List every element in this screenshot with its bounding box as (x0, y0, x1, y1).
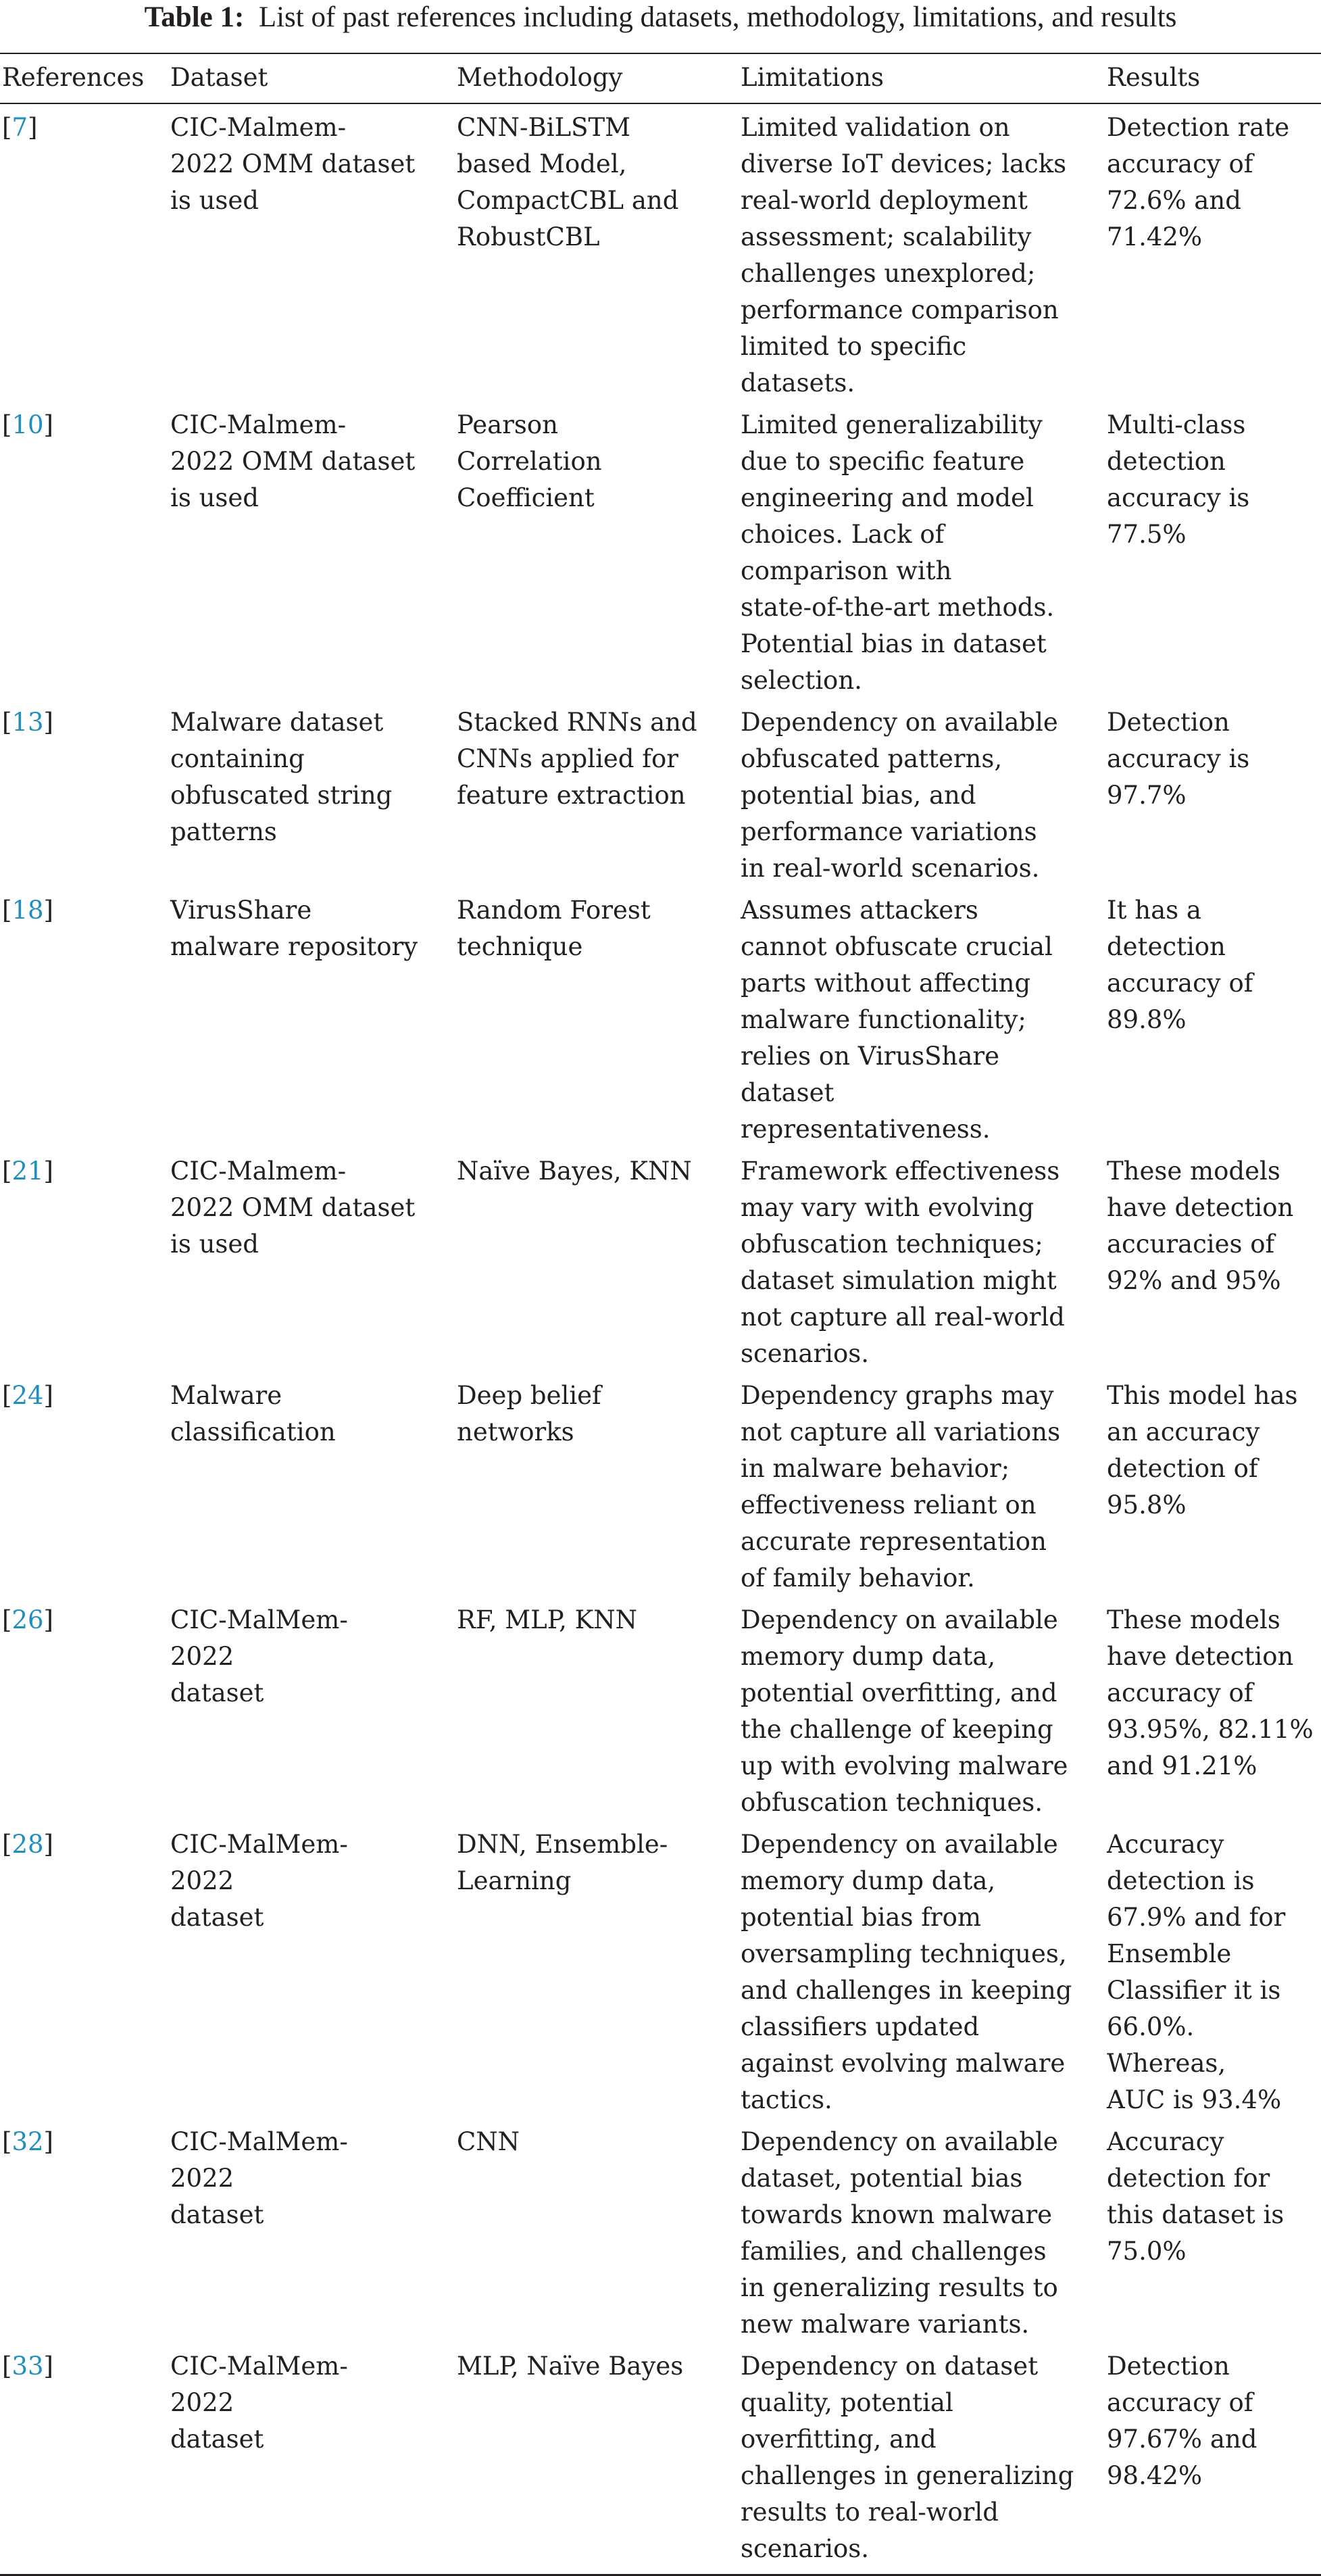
methodology-cell: Naïve Bayes, KNN (457, 1157, 692, 1186)
bracket-close: ] (43, 410, 53, 439)
dataset-cell: Malware classification (170, 1381, 336, 1447)
dataset-cell: CIC-MalMem- 2022 dataset (170, 2352, 348, 2454)
methodology-cell: Pearson Correlation Coefficient (457, 410, 602, 512)
table-caption-label: Table 1: (144, 1, 245, 33)
dataset-cell: CIC-MalMem- 2022 dataset (170, 2127, 348, 2229)
bracket-close: ] (43, 1605, 53, 1634)
table-row (0, 1372, 1321, 1597)
bracket-open: [ (2, 2352, 12, 2381)
reference-link[interactable]: 10 (11, 410, 44, 439)
methodology-cell: CNN-BiLSTM based Model, CompactCBL and RobustCBL (457, 113, 679, 251)
bracket-close: ] (43, 1381, 53, 1410)
methodology-cell: CNN (457, 2127, 520, 2156)
bracket-close: ] (43, 1157, 53, 1186)
results-cell: Detection rate accuracy of 72.6% and 71.42% (1107, 113, 1290, 251)
reference-cell (0, 2343, 170, 2575)
table-row (0, 402, 1321, 699)
reference-link[interactable]: 28 (11, 1830, 44, 1859)
dataset-cell: CIC-MalMem- 2022 dataset (170, 1605, 348, 1707)
bracket-close: ] (43, 2127, 53, 2156)
methodology-cell: DNN, Ensemble- Learning (457, 1830, 668, 1895)
reference-cell (0, 699, 170, 887)
table-caption-text: List of past references including datasets, methodology, limitations, and results (258, 1, 1177, 33)
table-row (0, 2118, 1321, 2343)
methodology-cell: Random Forest technique (457, 896, 651, 961)
results-cell: This model has an accuracy detection of 95.8% (1107, 1381, 1298, 1520)
reference-cell (0, 103, 170, 402)
table-caption (0, 0, 1321, 34)
methodology-cell: Stacked RNNs and CNNs applied for feature extraction (457, 708, 697, 810)
references-table (0, 53, 1321, 2576)
limitations-cell: Dependency on available memory dump data, potential bias from oversampling techniques, and challenges in keeping classifiers updated against evolving malware tactics. (741, 1830, 1072, 2114)
reference-link[interactable]: 13 (11, 708, 44, 737)
dataset-cell: Malware dataset containing obfuscated string patterns (170, 708, 393, 846)
reference-link[interactable]: 24 (11, 1381, 44, 1410)
results-cell: These models have detection accuracy of 93.95%, 82.11% and 91.21% (1107, 1605, 1314, 1780)
methodology-cell: RF, MLP, KNN (457, 1605, 638, 1634)
column-header-references: References (0, 53, 170, 103)
reference-cell (0, 1372, 170, 1597)
reference-cell (0, 1148, 170, 1372)
results-cell: It has a detection accuracy of 89.8% (1107, 896, 1253, 1034)
table-header-row (0, 53, 1321, 103)
results-cell: These models have detection accuracies of 92% and 95% (1107, 1157, 1294, 1295)
dataset-cell: VirusShare malware repository (170, 896, 418, 961)
table-row (0, 699, 1321, 887)
bracket-close: ] (43, 2352, 53, 2381)
table-row (0, 1821, 1321, 2118)
results-cell: Multi-class detection accuracy is 77.5% (1107, 410, 1250, 549)
table-row (0, 2343, 1321, 2575)
bracket-close: ] (43, 1830, 53, 1859)
results-cell: Detection accuracy of 97.67% and 98.42% (1107, 2352, 1257, 2490)
limitations-cell: Dependency on available dataset, potential bias towards known malware families, and challenges in generalizing results to new malware variants. (741, 2127, 1058, 2339)
column-header-limitations: Limitations (741, 53, 1107, 103)
reference-link[interactable]: 26 (11, 1605, 44, 1634)
limitations-cell: Dependency on available memory dump data, potential overfitting, and the challenge of keeping up with evolving malware obfuscation techniques. (741, 1605, 1068, 1817)
reference-cell (0, 2118, 170, 2343)
reference-cell (0, 887, 170, 1148)
results-cell: Detection accuracy is 97.7% (1107, 708, 1250, 810)
bracket-open: [ (2, 410, 12, 439)
reference-link[interactable]: 21 (11, 1157, 44, 1186)
column-header-dataset: Dataset (170, 53, 457, 103)
column-header-methodology: Methodology (457, 53, 741, 103)
results-cell: Accuracy detection for this dataset is 75.0% (1107, 2127, 1285, 2266)
table-row (0, 887, 1321, 1148)
limitations-cell: Framework effectiveness may vary with evolving obfuscation techniques; dataset simulation might not capture all real-world scenarios. (741, 1157, 1065, 1368)
reference-link[interactable]: 18 (11, 896, 44, 925)
limitations-cell: Limited validation on diverse IoT devices; lacks real-world deployment assessment; scalability challenges unexplored; performance comparison limited to specific datasets. (741, 113, 1067, 397)
dataset-cell: CIC-Malmem- 2022 OMM dataset is used (170, 1157, 416, 1259)
limitations-cell: Assumes attackers cannot obfuscate crucial parts without affecting malware functionality; relies on VirusShare dataset representativeness. (741, 896, 1053, 1144)
table-row (0, 1148, 1321, 1372)
reference-link[interactable]: 32 (11, 2127, 44, 2156)
dataset-cell: CIC-MalMem- 2022 dataset (170, 1830, 348, 1932)
dataset-cell: CIC-Malmem- 2022 OMM dataset is used (170, 410, 416, 512)
bracket-open: [ (2, 1381, 12, 1410)
methodology-cell: Deep belief networks (457, 1381, 601, 1447)
column-header-results: Results (1107, 53, 1321, 103)
results-cell: Accuracy detection is 67.9% and for Ensemble Classifier it is 66.0%. Whereas, AUC is 93.4% (1107, 1830, 1286, 2114)
reference-cell (0, 1821, 170, 2118)
bracket-open: [ (2, 113, 12, 142)
dataset-cell: CIC-Malmem- 2022 OMM dataset is used (170, 113, 416, 215)
bracket-open: [ (2, 1157, 12, 1186)
limitations-cell: Dependency on available obfuscated patterns, potential bias, and performance variations in real-world scenarios. (741, 708, 1058, 883)
reference-link[interactable]: 7 (11, 113, 28, 142)
table-row (0, 1597, 1321, 1821)
reference-cell (0, 402, 170, 699)
limitations-cell: Dependency graphs may not capture all variations in malware behavior; effectiveness reliant on accurate representation of family behavior. (741, 1381, 1061, 1593)
bracket-close: ] (43, 708, 53, 737)
table-row (0, 103, 1321, 402)
bracket-close: ] (43, 896, 53, 925)
limitations-cell: Limited generalizability due to specific feature engineering and model choices. Lack of comparison with state-of-the-art methods. Potential bias in dataset selection. (741, 410, 1055, 695)
bracket-close: ] (27, 113, 38, 142)
limitations-cell: Dependency on dataset quality, potential overfitting, and challenges in generalizing results to real-world scenarios. (741, 2352, 1074, 2563)
bracket-open: [ (2, 1605, 12, 1634)
methodology-cell: MLP, Naïve Bayes (457, 2352, 684, 2381)
bracket-open: [ (2, 2127, 12, 2156)
bracket-open: [ (2, 896, 12, 925)
bracket-open: [ (2, 1830, 12, 1859)
reference-link[interactable]: 33 (11, 2352, 44, 2381)
reference-cell (0, 1597, 170, 1821)
bracket-open: [ (2, 708, 12, 737)
